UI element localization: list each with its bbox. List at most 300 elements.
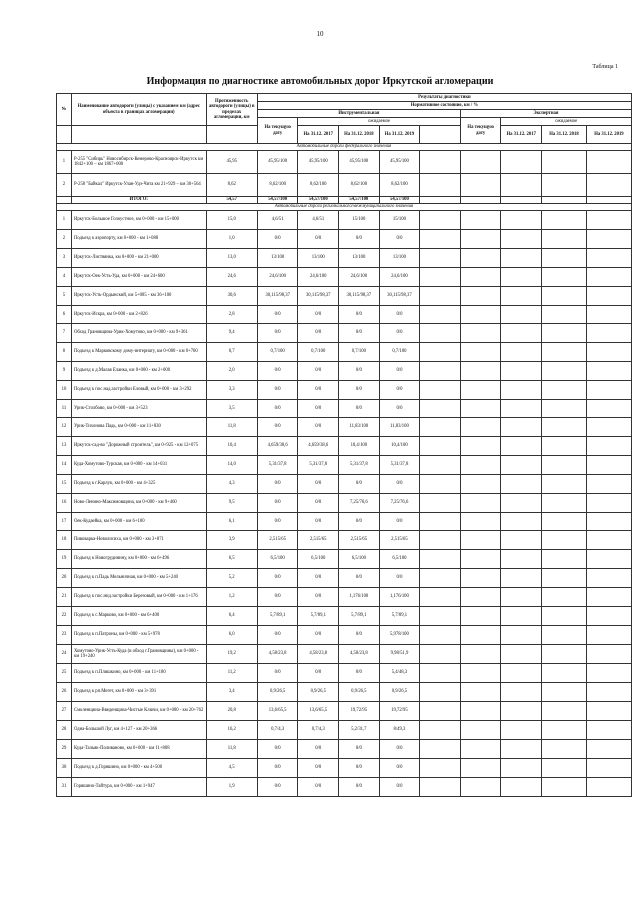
- cell-instr-current: 0/0: [257, 569, 298, 588]
- table-row: [57, 626, 632, 645]
- cell-expert-2017: [460, 324, 501, 343]
- table-row: [57, 230, 632, 249]
- cell-instr-current: 13/100: [257, 249, 298, 268]
- cell-extra: [586, 343, 631, 362]
- cell-road-name: Урик-Столбово, км 0+000 - км 3+523: [71, 400, 206, 418]
- cell-instr-2017: 4,58/23,8: [298, 645, 339, 664]
- cell-number: 5: [57, 287, 72, 306]
- cell-expert-current: [420, 778, 461, 797]
- cell-number: 11: [57, 400, 72, 418]
- cell-instr-2019: 0/0: [379, 230, 420, 249]
- cell-extra: [586, 645, 631, 664]
- cell-instr-current: 0/0: [257, 588, 298, 607]
- cell-number: 20: [57, 569, 72, 588]
- cell-instr-2017: 0/0: [298, 306, 339, 324]
- cell-expert-current: [420, 151, 461, 174]
- table-row: [57, 324, 632, 343]
- cell-road-name: Ново-Ленино-Максимовщина, км 0+000 - км 9+460: [71, 494, 206, 513]
- cell-expert-current: [420, 418, 461, 437]
- cell-number: 27: [57, 702, 72, 721]
- cell-expert-current: [420, 400, 461, 418]
- cell-extra: [586, 197, 631, 204]
- cell-length: 6,1: [206, 513, 257, 531]
- cell-instr-2018: 11,83/100: [339, 418, 380, 437]
- table-row: [57, 211, 632, 230]
- header-instr-2018: На 31.12. 2018: [339, 126, 380, 144]
- cell-length: 16,2: [206, 721, 257, 740]
- cell-road-name: Горяшино-Тайтура, км 0+000 - км 1+947: [71, 778, 206, 797]
- cell-expert-2017: [460, 588, 501, 607]
- cell-instr-2017: 0/0: [298, 324, 339, 343]
- cell-instr-2018: 0/0: [339, 381, 380, 400]
- cell-expert-2018: [501, 645, 542, 664]
- cell-expert-current: [420, 550, 461, 569]
- cell-road-name: Подъезд к пос.над.застройки Еловый, км 0+000 - км 3+292: [71, 381, 206, 400]
- cell-extra: [586, 588, 631, 607]
- cell-number: 23: [57, 626, 72, 645]
- cell-number: 25: [57, 664, 72, 683]
- cell-instr-2019: 0/0: [379, 778, 420, 797]
- table-row: [57, 287, 632, 306]
- cell-expert-2018: [501, 531, 542, 550]
- cell-expert-2018: [501, 151, 542, 174]
- cell-instr-2018: 7,25/76,6: [339, 494, 380, 513]
- cell-instr-2017: 4,6/51: [298, 211, 339, 230]
- cell-instr-2018: 30,115/98,37: [339, 287, 380, 306]
- cell-expert-2018: [501, 197, 542, 204]
- cell-road-name: Урик-Тихонова Падь, км 0+000 - км 11+830: [71, 418, 206, 437]
- cell-instr-2018: 0/0: [339, 230, 380, 249]
- cell-instr-2017: 0/0: [298, 513, 339, 531]
- cell-expert-2019: [542, 362, 587, 381]
- cell-expert-current: [420, 306, 461, 324]
- cell-expert-2019: [542, 645, 587, 664]
- cell-road-name: Подъезд к Марковскому дому-интернату, км 0+000 - км 0+700: [71, 343, 206, 362]
- cell-instr-2019: 0/0: [379, 381, 420, 400]
- cell-expert-2018: [501, 230, 542, 249]
- cell-expert-2019: [542, 607, 587, 626]
- cell-expert-2018: [501, 494, 542, 513]
- cell-instr-2017: 0/0: [298, 362, 339, 381]
- cell-expert-current: [420, 721, 461, 740]
- cell-road-name: Куда-Хомутово-Турская, км 0+000 - км 14+031: [71, 456, 206, 475]
- cell-expert-2018: [501, 287, 542, 306]
- cell-length: 8,62: [206, 174, 257, 197]
- cell-number: 1: [57, 151, 72, 174]
- table-row: [57, 343, 632, 362]
- cell-instr-2018: 0/0: [339, 362, 380, 381]
- cell-road-name: Иркутск-Оек-Усть-Уда, км 0+000 - км 24+600: [71, 268, 206, 287]
- cell-instr-2018: 24,6/100: [339, 268, 380, 287]
- header-instr-current: На текущую дату: [257, 118, 298, 144]
- table-row: [57, 721, 632, 740]
- cell-instr-2017: 2,515/65: [298, 531, 339, 550]
- cell-number: 3: [57, 249, 72, 268]
- cell-expert-current: [420, 197, 461, 204]
- cell-extra: [586, 702, 631, 721]
- cell-road-name: Иркутск-Искра, км 0+000 - км 2+826: [71, 306, 206, 324]
- cell-expert-2019: [542, 211, 587, 230]
- cell-length: 6,5: [206, 550, 257, 569]
- cell-expert-2019: [542, 381, 587, 400]
- cell-expert-2019: [542, 456, 587, 475]
- cell-instr-2019: 0/0: [379, 740, 420, 759]
- cell-instr-2018: 1,176/100: [339, 588, 380, 607]
- cell-instr-current: 0/0: [257, 513, 298, 531]
- cell-instr-2019: 8,62/100: [379, 174, 420, 197]
- cell-instr-2018: 0,9/26,5: [339, 683, 380, 702]
- cell-expert-2019: [542, 197, 587, 204]
- cell-extra: [586, 324, 631, 343]
- cell-instr-2019: 10,4/100: [379, 437, 420, 456]
- cell-instr-2018: 45,95/100: [339, 151, 380, 174]
- cell-expert-current: [420, 683, 461, 702]
- cell-instr-2017: 0,7/4,3: [298, 721, 339, 740]
- cell-extra: [586, 475, 631, 494]
- cell-expert-2018: [501, 683, 542, 702]
- cell-expert-2017: [460, 607, 501, 626]
- cell-expert-current: [420, 287, 461, 306]
- table-row: [57, 268, 632, 287]
- cell-expert-2018: [501, 456, 542, 475]
- cell-expert-current: [420, 740, 461, 759]
- cell-instr-2018: 0/0: [339, 324, 380, 343]
- table-row: [57, 475, 632, 494]
- cell-instr-2017: 6,5/100: [298, 550, 339, 569]
- cell-instr-2019: 0/0: [379, 569, 420, 588]
- cell-expert-2017: [460, 683, 501, 702]
- cell-expert-2017: [460, 475, 501, 494]
- cell-expert-2017: [460, 740, 501, 759]
- cell-number: 4: [57, 268, 72, 287]
- cell-expert-2017: [460, 151, 501, 174]
- cell-expert-2017: [460, 230, 501, 249]
- cell-instr-2017: 0/0: [298, 400, 339, 418]
- table-body: [57, 144, 632, 797]
- cell-road-name: Оек-Кудаейка, км 0+000 - км 6+100: [71, 513, 206, 531]
- cell-instr-2019: 5,4/48,3: [379, 664, 420, 683]
- cell-instr-2019: 0/0: [379, 475, 420, 494]
- cell-number: 31: [57, 778, 72, 797]
- cell-length: 6,0: [206, 626, 257, 645]
- cell-expert-2019: [542, 475, 587, 494]
- cell-instr-current: 4,6/51: [257, 211, 298, 230]
- cell-length: 2,0: [206, 362, 257, 381]
- cell-instr-2017: 13/100: [298, 249, 339, 268]
- total-row: [57, 197, 632, 204]
- cell-instr-2017: 0/0: [298, 494, 339, 513]
- cell-number: 9: [57, 362, 72, 381]
- total-instr-current: 54,57/100: [257, 197, 298, 204]
- cell-extra: [586, 569, 631, 588]
- cell-instr-2019: 30,115/98,37: [379, 287, 420, 306]
- cell-expert-2017: [460, 513, 501, 531]
- table-row: [57, 550, 632, 569]
- table-row: [57, 418, 632, 437]
- cell-instr-2019: 45,95/100: [379, 151, 420, 174]
- cell-expert-2018: [501, 343, 542, 362]
- cell-number: 2: [57, 174, 72, 197]
- cell-length: 20,8: [206, 702, 257, 721]
- cell-expert-2019: [542, 759, 587, 778]
- cell-expert-2018: [501, 702, 542, 721]
- header-expert-expected: ожидаемое: [501, 118, 632, 126]
- table-row: [57, 381, 632, 400]
- cell-expert-2019: [542, 588, 587, 607]
- cell-number: 19: [57, 550, 72, 569]
- cell-expert-2018: [501, 418, 542, 437]
- cell-expert-current: [420, 645, 461, 664]
- header-expert-current: На текущую дату: [460, 118, 501, 144]
- table-row: [57, 249, 632, 268]
- cell-instr-current: 0,7/100: [257, 343, 298, 362]
- cell-expert-2019: [542, 287, 587, 306]
- total-instr-2017: 54,57/100: [298, 197, 339, 204]
- cell-instr-2018: 5,2/31,7: [339, 721, 380, 740]
- cell-road-name: Подъезд к д.Горяшино, км 0+000 - км 4+500: [71, 759, 206, 778]
- cell-number: 10: [57, 381, 72, 400]
- cell-instr-2018: 0/0: [339, 778, 380, 797]
- cell-expert-2018: [501, 721, 542, 740]
- cell-road-name: Иркутск-Большое Голоустное, км 0+000 - км 15+000: [71, 211, 206, 230]
- cell-road-name: Куда-Тальяк-Поливаново, км 0+000 - км 11+808: [71, 740, 206, 759]
- cell-number: 13: [57, 437, 72, 456]
- cell-expert-2019: [542, 531, 587, 550]
- cell-instr-2019: 0/0: [379, 306, 420, 324]
- cell-instr-2018: 6,5/100: [339, 550, 380, 569]
- cell-expert-2018: [501, 740, 542, 759]
- cell-expert-2017: [460, 197, 501, 204]
- cell-length: 2,8: [206, 306, 257, 324]
- cell-number: 29: [57, 740, 72, 759]
- cell-length: 45,95: [206, 151, 257, 174]
- cell-expert-current: [420, 362, 461, 381]
- header-instrumental: Инструментальная: [257, 110, 460, 118]
- cell-number: 7: [57, 324, 72, 343]
- cell-expert-2017: [460, 531, 501, 550]
- cell-expert-2018: [501, 759, 542, 778]
- cell-instr-current: 13,6/65,5: [257, 702, 298, 721]
- cell-length: 5,2: [206, 569, 257, 588]
- cell-instr-2019: 6,5/100: [379, 550, 420, 569]
- cell-number: [57, 197, 72, 204]
- cell-length: 30,6: [206, 287, 257, 306]
- cell-expert-2018: [501, 626, 542, 645]
- cell-expert-current: [420, 588, 461, 607]
- cell-instr-current: 24,6/100: [257, 268, 298, 287]
- cell-expert-2019: [542, 626, 587, 645]
- cell-expert-2018: [501, 306, 542, 324]
- cell-length: 3,3: [206, 381, 257, 400]
- cell-road-name: Подъезд к п.Плишкино, км 0+000 - км 11+180: [71, 664, 206, 683]
- cell-extra: [586, 381, 631, 400]
- cell-instr-2018: 0,7/100: [339, 343, 380, 362]
- table-row: [57, 664, 632, 683]
- cell-instr-2018: 0/0: [339, 306, 380, 324]
- cell-extra: [586, 268, 631, 287]
- cell-instr-2017: 0/0: [298, 778, 339, 797]
- cell-instr-2019: 7,25/76,6: [379, 494, 420, 513]
- cell-road-name: Иркутск-Усть-Ордынский, км 5+085 - км 36+100: [71, 287, 206, 306]
- cell-extra: [586, 174, 631, 197]
- cell-instr-current: 4,659/38,6: [257, 437, 298, 456]
- cell-instr-2019: 13/100: [379, 249, 420, 268]
- cell-expert-2017: [460, 664, 501, 683]
- cell-expert-2017: [460, 626, 501, 645]
- cell-instr-2019: 5,7/89,1: [379, 607, 420, 626]
- cell-expert-current: [420, 381, 461, 400]
- diagnostics-table: [56, 93, 632, 797]
- cell-expert-2019: [542, 437, 587, 456]
- cell-number: 28: [57, 721, 72, 740]
- cell-instr-2017: 0/0: [298, 626, 339, 645]
- cell-expert-current: [420, 494, 461, 513]
- cell-length: 10,4: [206, 437, 257, 456]
- cell-expert-2019: [542, 174, 587, 197]
- cell-instr-2018: 0/0: [339, 513, 380, 531]
- cell-extra: [586, 778, 631, 797]
- cell-road-name: Хомутово-Урик-Усть-Куда (в обход г.Грановщины), км 0+000 - км 19+240: [71, 645, 206, 664]
- cell-instr-2017: 0,9/26,5: [298, 683, 339, 702]
- cell-number: 12: [57, 418, 72, 437]
- cell-instr-2017: 0/0: [298, 381, 339, 400]
- cell-instr-2018: 4,58/23,8: [339, 645, 380, 664]
- cell-instr-2019: 0/0: [379, 362, 420, 381]
- header-instr-expected: ожидаемое: [298, 118, 460, 126]
- cell-extra: [586, 211, 631, 230]
- cell-instr-2018: 0/0: [339, 626, 380, 645]
- cell-extra: [586, 721, 631, 740]
- cell-instr-2019: 0,9/26,5: [379, 683, 420, 702]
- cell-instr-2018: 0/0: [339, 475, 380, 494]
- cell-instr-current: 0/0: [257, 324, 298, 343]
- cell-road-name: Подъезд к пос.инд.застройки Березовый, км 0+000 - км 1+176: [71, 588, 206, 607]
- cell-instr-2018: 0/0: [339, 569, 380, 588]
- cell-expert-2018: [501, 550, 542, 569]
- cell-expert-2018: [501, 664, 542, 683]
- cell-expert-2017: [460, 381, 501, 400]
- cell-expert-2017: [460, 211, 501, 230]
- cell-instr-current: 8,62/100: [257, 174, 298, 197]
- header-expert: Экспертная: [460, 110, 631, 118]
- cell-instr-2017: 0/0: [298, 759, 339, 778]
- cell-instr-2018: 10,4/100: [339, 437, 380, 456]
- cell-instr-2019: 19,72/95: [379, 702, 420, 721]
- cell-instr-2017: 0/0: [298, 664, 339, 683]
- cell-expert-2017: [460, 362, 501, 381]
- cell-instr-2017: 24,6/100: [298, 268, 339, 287]
- cell-number: 24: [57, 645, 72, 664]
- cell-instr-current: 0/0: [257, 381, 298, 400]
- cell-expert-2018: [501, 362, 542, 381]
- cell-extra: [586, 400, 631, 418]
- cell-instr-2017: 0/0: [298, 588, 339, 607]
- cell-expert-2018: [501, 211, 542, 230]
- cell-road-name: Смоленщина-Введенщина-Чистые Ключи, км 0+000 - км 20+762: [71, 702, 206, 721]
- cell-expert-current: [420, 437, 461, 456]
- cell-instr-2017: 4,659/38,6: [298, 437, 339, 456]
- cell-expert-2017: [460, 645, 501, 664]
- cell-road-name: Подъезд к г.Карлук, км 0+000 - км 4+325: [71, 475, 206, 494]
- cell-length: 13,0: [206, 249, 257, 268]
- cell-expert-2017: [460, 174, 501, 197]
- table-row: [57, 456, 632, 475]
- cell-length: 15,0: [206, 211, 257, 230]
- cell-extra: [586, 607, 631, 626]
- cell-number: 21: [57, 588, 72, 607]
- cell-instr-2018: 5,31/37,8: [339, 456, 380, 475]
- cell-expert-2018: [501, 513, 542, 531]
- cell-instr-2018: 0/0: [339, 740, 380, 759]
- cell-length: 11,8: [206, 740, 257, 759]
- cell-expert-2019: [542, 230, 587, 249]
- cell-road-name: Подъезд к рп.Мегет, км 0+000 - км 3+391: [71, 683, 206, 702]
- table-row: [57, 683, 632, 702]
- cell-instr-2019: 2,515/65: [379, 531, 420, 550]
- cell-expert-current: [420, 513, 461, 531]
- cell-expert-2018: [501, 381, 542, 400]
- header-expert-2017: На 31.12. 2017: [501, 126, 542, 144]
- cell-instr-2017: 0/0: [298, 740, 339, 759]
- cell-instr-2017: 8,62/100: [298, 174, 339, 197]
- cell-expert-2019: [542, 513, 587, 531]
- cell-length: 6,4: [206, 607, 257, 626]
- cell-number: 16: [57, 494, 72, 513]
- table-row: [57, 362, 632, 381]
- cell-number: 8: [57, 343, 72, 362]
- cell-instr-2019: 5,31/37,8: [379, 456, 420, 475]
- cell-instr-2017: 0/0: [298, 230, 339, 249]
- cell-extra: [586, 683, 631, 702]
- cell-expert-2019: [542, 151, 587, 174]
- cell-number: 17: [57, 513, 72, 531]
- cell-expert-2019: [542, 569, 587, 588]
- cell-instr-current: 0/0: [257, 418, 298, 437]
- cell-extra: [586, 626, 631, 645]
- cell-expert-2019: [542, 664, 587, 683]
- header-spacer-len: [206, 126, 257, 144]
- cell-length: 19,2: [206, 645, 257, 664]
- cell-instr-2018: 19,72/95: [339, 702, 380, 721]
- cell-instr-2017: 0/0: [298, 475, 339, 494]
- table-row: [57, 778, 632, 797]
- section-regional-label: Автомобильные дороги регионального/межмуниципального значения: [57, 204, 632, 211]
- cell-road-name: Подъезд к с.Марково, км 0+000 - км 6+400: [71, 607, 206, 626]
- cell-instr-current: 0,7/4,3: [257, 721, 298, 740]
- cell-expert-2017: [460, 456, 501, 475]
- cell-instr-2017: 13,6/65,5: [298, 702, 339, 721]
- cell-instr-current: 0/0: [257, 475, 298, 494]
- cell-instr-2018: 13/100: [339, 249, 380, 268]
- total-length: 54,57: [206, 197, 257, 204]
- table-row: [57, 740, 632, 759]
- cell-expert-2019: [542, 268, 587, 287]
- cell-number: 22: [57, 607, 72, 626]
- section-row-federal: [57, 144, 632, 151]
- cell-length: 24,6: [206, 268, 257, 287]
- cell-instr-current: 0/0: [257, 362, 298, 381]
- cell-expert-current: [420, 174, 461, 197]
- cell-expert-2019: [542, 494, 587, 513]
- section-federal-label: Автомобильные дороги федерального значения: [57, 144, 632, 151]
- cell-number: 6: [57, 306, 72, 324]
- header-spacer-no: [57, 126, 72, 144]
- cell-expert-2017: [460, 418, 501, 437]
- cell-expert-2019: [542, 702, 587, 721]
- document-title: Информация по диагностике автомобильных дорог Иркутской агломерации: [146, 76, 494, 87]
- cell-instr-current: 5,31/37,8: [257, 456, 298, 475]
- cell-length: 14,0: [206, 456, 257, 475]
